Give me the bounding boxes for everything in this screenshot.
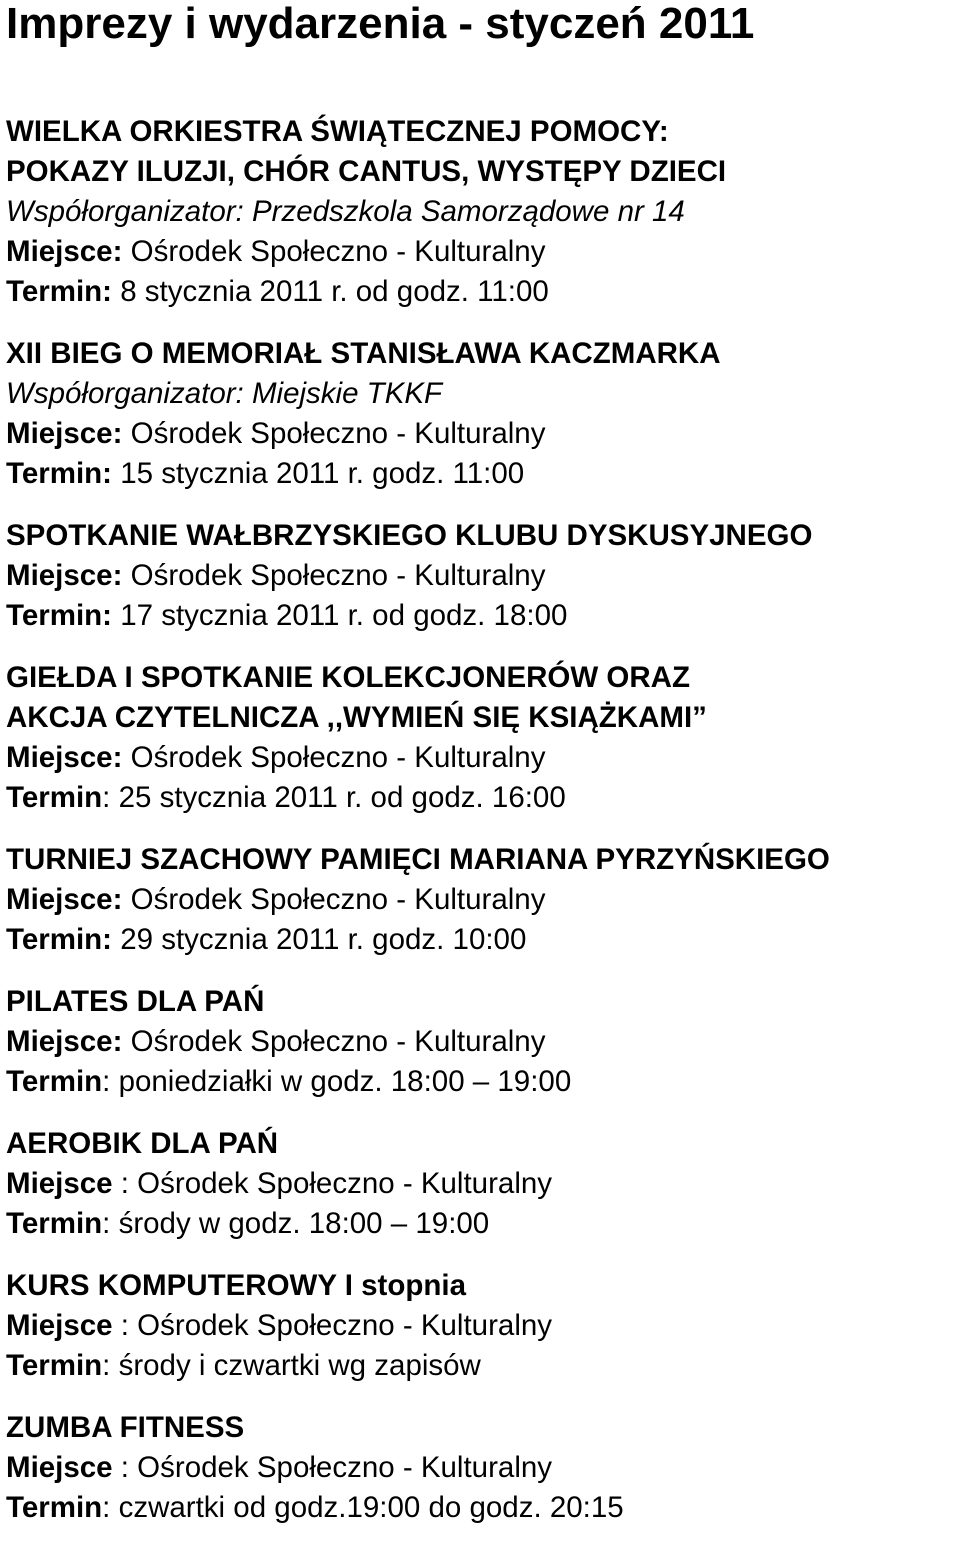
event-title: SPOTKANIE WAŁBRZYSKIEGO KLUBU DYSKUSYJNEGO	[6, 519, 813, 552]
event-item	[6, 1266, 960, 1386]
place-label: Miejsce	[6, 1451, 113, 1484]
place-value: Ośrodek Społeczno - Kulturalny	[122, 417, 546, 450]
place-value: Ośrodek Społeczno - Kulturalny	[122, 741, 546, 774]
event-title: TURNIEJ SZACHOWY PAMIĘCI MARIANA PYRZYŃSKIEGO	[6, 843, 830, 876]
place-value: Ośrodek Społeczno - Kulturalny	[122, 559, 546, 592]
event-term	[6, 1488, 960, 1528]
term-label: Termin:	[6, 599, 112, 632]
event-title: KURS KOMPUTEROWY I stopnia	[6, 1269, 467, 1302]
event-term	[6, 272, 960, 312]
term-label: Termin:	[6, 275, 112, 308]
place-value: : Ośrodek Społeczno - Kulturalny	[112, 1309, 553, 1342]
event-title: XII BIEG O MEMORIAŁ STANISŁAWA KACZMARKA	[6, 337, 721, 370]
term-value: : czwartki od godz.19:00 do godz. 20:15	[102, 1491, 624, 1524]
term-value: : środy w godz. 18:00 – 19:00	[102, 1207, 490, 1240]
term-value: 29 stycznia 2011 r. godz. 10:00	[112, 923, 527, 956]
place-label: Miejsce:	[6, 883, 123, 916]
event-term	[6, 920, 960, 960]
term-value: 17 stycznia 2011 r. od godz. 18:00	[112, 599, 568, 632]
place-value: : Ośrodek Społeczno - Kulturalny	[112, 1451, 553, 1484]
event-title: AEROBIK DLA PAŃ	[6, 1127, 279, 1160]
event-place	[6, 232, 960, 272]
event-item	[6, 112, 960, 312]
event-place	[6, 1448, 960, 1488]
event-item	[6, 658, 960, 818]
term-label: Termin	[6, 1349, 103, 1382]
event-list	[6, 112, 960, 1550]
event-term	[6, 454, 960, 494]
term-label: Termin	[6, 781, 103, 814]
place-value: Ośrodek Społeczno - Kulturalny	[122, 235, 546, 268]
event-place	[6, 414, 960, 454]
place-value: Ośrodek Społeczno - Kulturalny	[122, 883, 546, 916]
place-label: Miejsce:	[6, 559, 123, 592]
page-title: Imprezy i wydarzenia - styczeń 2011	[6, 0, 755, 48]
event-item	[6, 1408, 960, 1528]
term-value: 8 stycznia 2011 r. od godz. 11:00	[112, 275, 549, 308]
event-place	[6, 556, 960, 596]
event-place	[6, 880, 960, 920]
place-label: Miejsce:	[6, 235, 123, 268]
event-title: POKAZY ILUZJI, CHÓR CANTUS, WYSTĘPY DZIECI	[6, 155, 727, 188]
term-value: 15 stycznia 2011 r. godz. 11:00	[112, 457, 525, 490]
place-label: Miejsce:	[6, 741, 123, 774]
event-place	[6, 1164, 960, 1204]
term-value: : 25 stycznia 2011 r. od godz. 16:00	[102, 781, 566, 814]
event-item	[6, 516, 960, 636]
event-title: GIEŁDA I SPOTKANIE KOLEKCJONERÓW ORAZ	[6, 661, 690, 694]
term-label: Termin:	[6, 923, 112, 956]
event-term	[6, 778, 960, 818]
term-label: Termin	[6, 1491, 103, 1524]
event-term	[6, 1062, 960, 1102]
event-title: PILATES DLA PAŃ	[6, 985, 265, 1018]
event-title: AKCJA CZYTELNICZA ,,WYMIEŃ SIĘ KSIĄŻKAMI”	[6, 701, 707, 734]
event-item	[6, 840, 960, 960]
event-item	[6, 1124, 960, 1244]
place-label: Miejsce:	[6, 417, 123, 450]
event-item	[6, 334, 960, 494]
place-label: Miejsce:	[6, 1025, 123, 1058]
place-value: : Ośrodek Społeczno - Kulturalny	[112, 1167, 553, 1200]
term-value: : środy i czwartki wg zapisów	[102, 1349, 481, 1382]
place-label: Miejsce	[6, 1167, 113, 1200]
event-place	[6, 1022, 960, 1062]
event-item	[6, 982, 960, 1102]
event-coorganizer: Współorganizator: Przedszkola Samorządowe nr 14	[6, 195, 685, 228]
event-term	[6, 596, 960, 636]
event-place	[6, 1306, 960, 1346]
term-label: Termin	[6, 1207, 103, 1240]
event-title: WIELKA ORKIESTRA ŚWIĄTECZNEJ POMOCY:	[6, 115, 669, 148]
event-place	[6, 738, 960, 778]
event-coorganizer: Współorganizator: Miejskie TKKF	[6, 377, 443, 410]
term-label: Termin	[6, 1065, 103, 1098]
place-value: Ośrodek Społeczno - Kulturalny	[122, 1025, 546, 1058]
term-label: Termin:	[6, 457, 112, 490]
place-label: Miejsce	[6, 1309, 113, 1342]
event-term	[6, 1204, 960, 1244]
event-title: ZUMBA FITNESS	[6, 1411, 245, 1444]
event-term	[6, 1346, 960, 1386]
term-value: : poniedziałki w godz. 18:00 – 19:00	[102, 1065, 572, 1098]
